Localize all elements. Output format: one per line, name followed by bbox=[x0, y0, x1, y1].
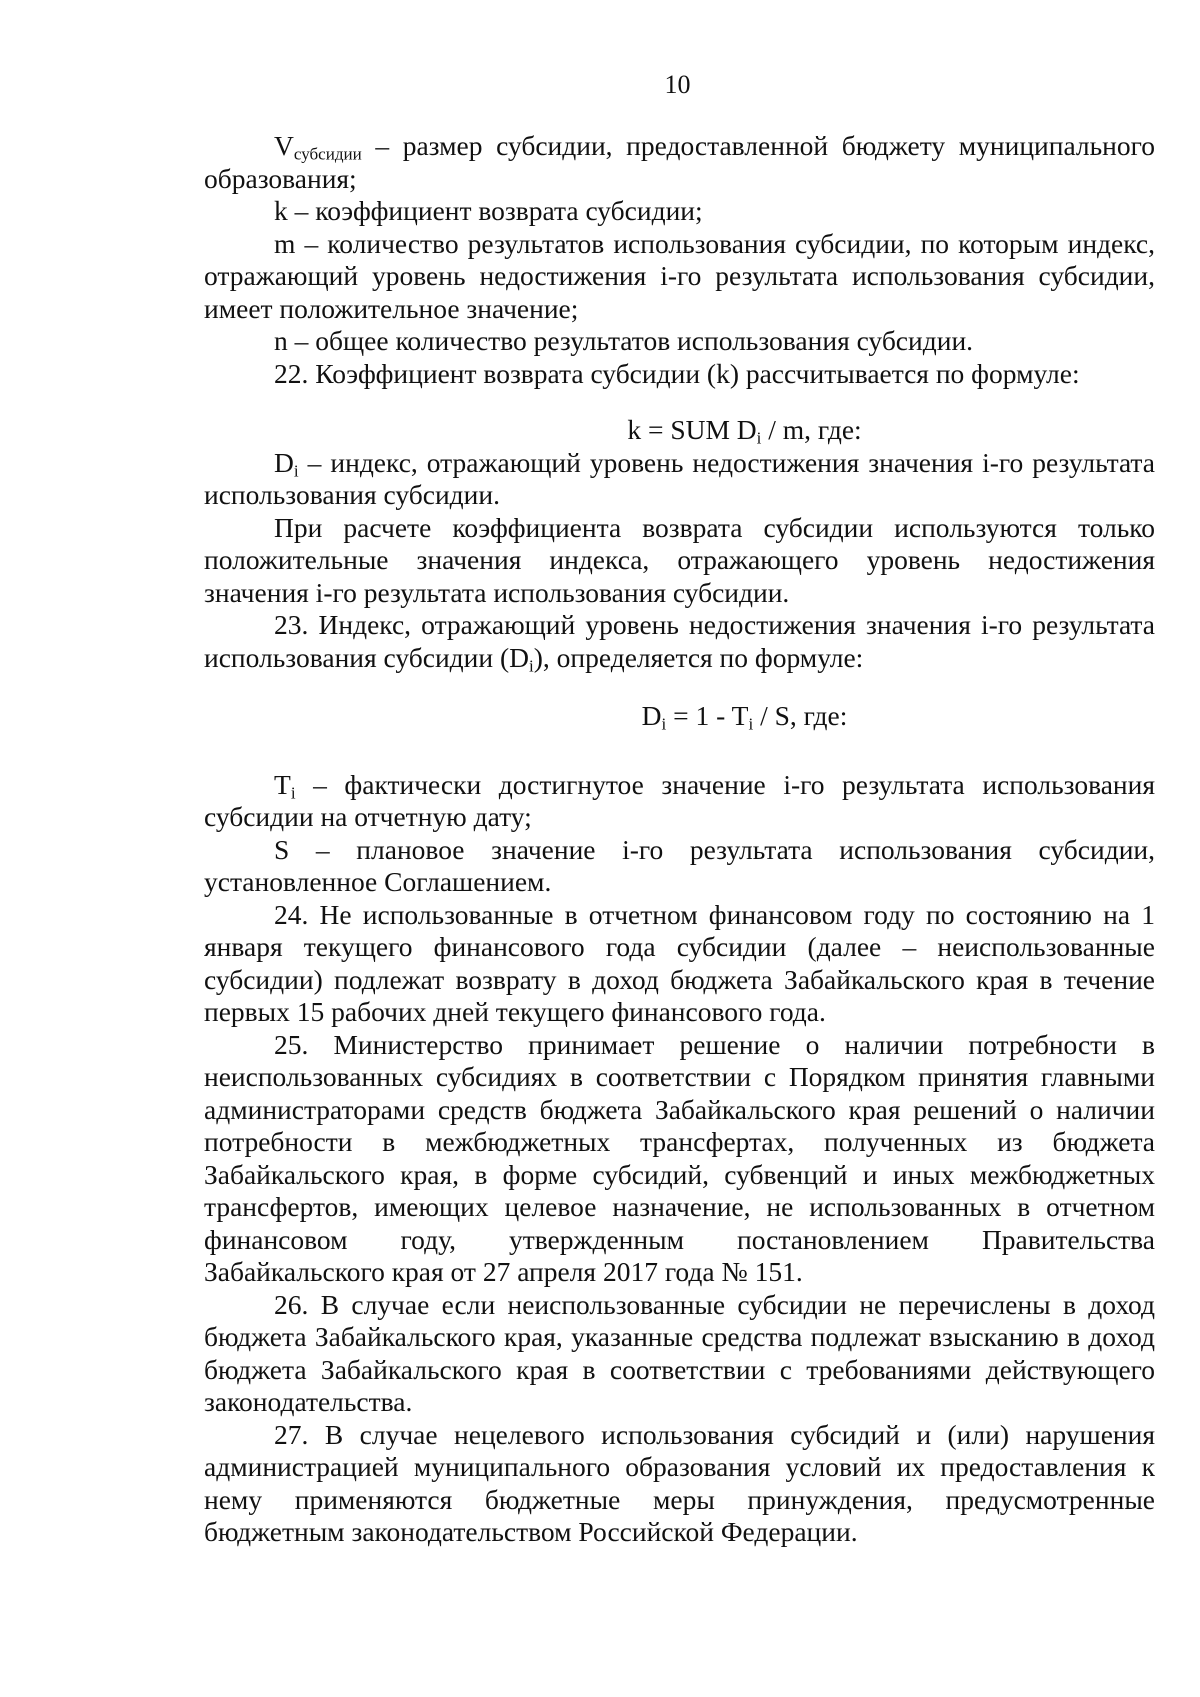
paragraph-26: 26. В случае если неиспользованные субсидии не перечислены в доход бюджета Забайкальского края, указанные средства подлежат взысканию в доход бюджета Забайкальского края в соответствии с требованиями действующего законодательства. bbox=[204, 1288, 1155, 1417]
paragraph-di-definition: $D_i$ – индекс, отражающий уровень недостижения значения i-го результата использования субсидии. bbox=[204, 446, 1155, 510]
paragraph-v-subsidy: $V_{субсидии}$ – размер субсидии, предоставленной бюджету муниципального образования; bbox=[204, 130, 1155, 194]
paragraph-23: 23. Индекс, отражающий уровень недостижения значения i-го результата использования субсидии $(D_i)$, определяется по формуле: bbox=[204, 609, 1155, 675]
paragraph-27: 27. В случае нецелевого использования субсидий и (или) нарушения администрацией муниципального образования условий их предоставления к нему применяются бюджетные меры принуждения, предусмотренные бюджетным законодательством Российской Федерации. bbox=[204, 1418, 1155, 1547]
paragraph-ti-definition: $T_i$ – фактически достигнутое значение i-го результата использования субсидии на отчетную дату; bbox=[204, 768, 1155, 832]
formula-di: $D_i = 1 - T_i / S$, где: bbox=[641, 700, 848, 734]
paragraph-k-definition: k – коэффициент возврата субсидии; bbox=[274, 195, 703, 226]
paragraph-m-definition: m – количество результатов использования субсидии, по которым индекс, отражающий уровень недостижения i-го результата использования субсидии, имеет положительное значение; bbox=[204, 227, 1155, 324]
paragraph-25: 25. Министерство принимает решение о наличии потребности в неиспользованных субсидиях в соответствии с Порядком принятия главными администраторами средств бюджета Забайкальского края решений о наличии потребности в межбюджетных трансфертах, полученных из бюджета Забайкальского края, в форме субсидий, субвенций и иных межбюджетных трансфертов, имеющих целевое назначение, не использованных в отчетном финансовом году, утвержденным постановлением Правительства Забайкальского края от 27 апреля 2017 года № 151. bbox=[204, 1028, 1155, 1287]
paragraph-24: 24. Не использованные в отчетном финансовом году по состоянию на 1 января текущего финансового года субсидии (далее – неиспользованные субсидии) подлежат возврату в доход бюджета Забайкальского края в течение первых 15 рабочих дней текущего финансового года. bbox=[204, 898, 1155, 1027]
paragraph-n-definition: n – общее количество результатов использования субсидии. bbox=[274, 325, 974, 356]
paragraph-positive-values: При расчете коэффициента возврата субсидии используются только положительные значения индекса, отражающего уровень недостижения значения i-го результата использования субсидии. bbox=[204, 511, 1155, 608]
paragraph-s-definition: S – плановое значение i-го результата использования субсидии, установленное Соглашением. bbox=[204, 833, 1155, 897]
paragraph-22: 22. Коэффициент возврата субсидии (k) рассчитывается по формуле: bbox=[274, 357, 1080, 389]
formula-k: k = SUM $D_i$ / m, где: bbox=[627, 414, 862, 448]
page-number: 10 bbox=[664, 70, 691, 99]
document-body bbox=[204, 130, 1155, 1549]
